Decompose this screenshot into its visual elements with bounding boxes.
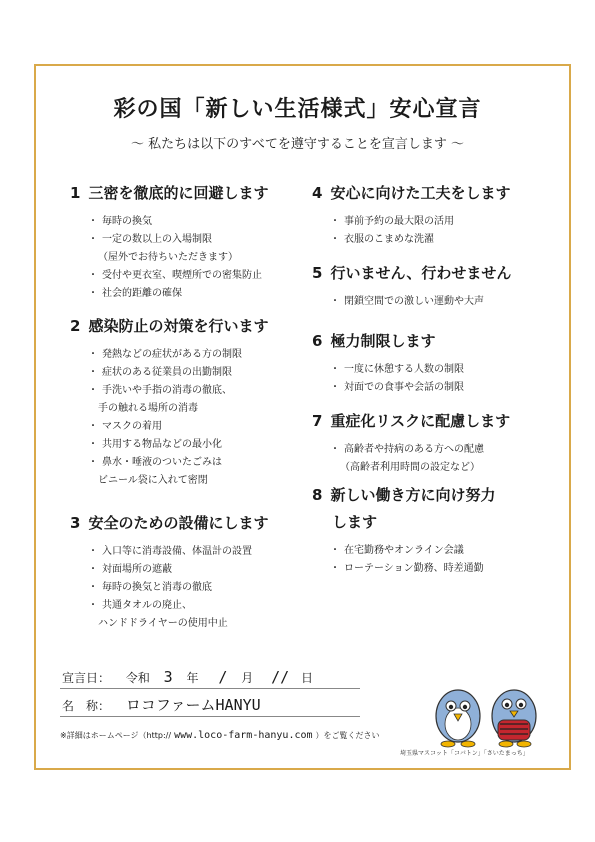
- section-title: [312, 182, 510, 203]
- section-number: 5: [312, 264, 323, 282]
- section-number: 3: [70, 514, 81, 532]
- bullet-icon: ・: [330, 545, 340, 556]
- section-items: [88, 213, 268, 303]
- item-text: 鼻水・唾液のついたごみは: [102, 457, 222, 468]
- list-item: [88, 543, 268, 561]
- item-text: 対面場所の遮蔽: [102, 564, 172, 575]
- section-8: [312, 484, 495, 578]
- section-title-text: 安全のための設備にします: [88, 514, 269, 532]
- list-item: [330, 542, 495, 560]
- section-title: [70, 315, 268, 336]
- section-4: [312, 182, 510, 249]
- item-text: 毎時の換気と消毒の徹底: [102, 582, 212, 593]
- item-text: 毎時の換気: [102, 216, 152, 227]
- section-title: [312, 330, 464, 351]
- footnote-prefix: ※詳細はホームページ（: [60, 731, 147, 740]
- section-items: [330, 542, 495, 578]
- section-number: 6: [312, 332, 323, 350]
- footnote-suffix: ）をご覧ください: [315, 731, 380, 740]
- section-items: [330, 361, 464, 397]
- year-value: 3: [163, 668, 173, 686]
- item-text-continued: （高齢者利用時間の設定など）: [340, 462, 480, 473]
- date-label: 宣言日：: [62, 671, 111, 685]
- bullet-icon: ・: [88, 349, 98, 360]
- item-text: 一度に休憩する人数の制限: [344, 364, 464, 375]
- bullet-icon: ・: [88, 216, 98, 227]
- section-3: [70, 512, 268, 633]
- section-items: [88, 543, 268, 633]
- month-value: /: [218, 668, 228, 686]
- item-text: 受付や更衣室、喫煙所での密集防止: [102, 270, 262, 281]
- bullet-icon: ・: [88, 421, 98, 432]
- item-text: 一定の数以上の入場制限: [102, 234, 212, 245]
- section-number: 1: [70, 184, 81, 202]
- bullet-icon: ・: [330, 563, 340, 574]
- list-item: [88, 561, 268, 579]
- bullet-icon: ・: [88, 439, 98, 450]
- bullet-icon: ・: [88, 582, 98, 593]
- section-title: [312, 484, 495, 505]
- month-unit: 月: [241, 671, 254, 685]
- section-items: [330, 213, 510, 249]
- item-text: 閉鎖空間での激しい運動や大声: [344, 296, 484, 307]
- section-number: 4: [312, 184, 323, 202]
- section-2: [70, 315, 268, 490]
- section-title-text: 感染防止の対策を行います: [88, 317, 269, 335]
- page-subtitle: ～ 私たちは以下のすべてを遵守することを宣言します ～: [130, 137, 464, 152]
- section-title-text: 三密を徹底的に回避します: [88, 184, 269, 202]
- bullet-icon: ・: [88, 385, 98, 396]
- list-item: [88, 364, 268, 382]
- saitamacchi-icon: [492, 690, 536, 747]
- section-items: [88, 346, 268, 490]
- day-unit: 日: [300, 671, 313, 685]
- item-text-continued: ハンドドライヤーの使用中止: [98, 618, 228, 629]
- item-text: 共通タオルの廃止、: [102, 600, 192, 611]
- item-text-continued: （屋外でお待ちいただきます）: [98, 252, 238, 263]
- list-item: [88, 285, 268, 303]
- list-item: [88, 418, 268, 436]
- list-item: [330, 560, 495, 578]
- section-title-text: 極力制限します: [330, 332, 436, 350]
- section-7: [312, 410, 510, 477]
- year-unit: 年: [186, 671, 199, 685]
- list-item: [88, 579, 268, 597]
- declaration-name-row: [62, 694, 261, 715]
- section-title: [70, 512, 268, 533]
- facility-name: ロコファームHANYU: [125, 696, 261, 714]
- bullet-icon: ・: [88, 270, 98, 281]
- bullet-icon: ・: [330, 296, 340, 307]
- list-item: [88, 382, 268, 418]
- declaration-date-row: [62, 668, 313, 686]
- section-5: [312, 262, 511, 311]
- section-title: [312, 262, 511, 283]
- item-text: 在宅勤務やオンライン会議: [344, 545, 464, 556]
- section-6: [312, 330, 464, 397]
- section-items: [330, 293, 511, 311]
- list-item: [330, 213, 510, 231]
- section-title-text: 安心に向けた工夫をします: [330, 184, 511, 202]
- section-number: 8: [312, 486, 323, 504]
- era: 令和: [125, 671, 150, 685]
- item-text: 対面での食事や会話の制限: [344, 382, 464, 393]
- bullet-icon: ・: [88, 234, 98, 245]
- mascot-illustration: [428, 672, 548, 748]
- mascot-caption: 埼玉県マスコット「コバトン」「さいたまっち」: [400, 750, 529, 757]
- list-item: [88, 231, 268, 267]
- list-item: [330, 441, 510, 477]
- list-item: [330, 231, 510, 249]
- bullet-icon: ・: [330, 364, 340, 375]
- bullet-icon: ・: [330, 382, 340, 393]
- footnote: [60, 730, 380, 741]
- bullet-icon: ・: [88, 564, 98, 575]
- item-text: 事前予約の最大限の活用: [344, 216, 454, 227]
- section-title: [312, 410, 510, 431]
- list-item: [330, 293, 511, 311]
- section-title-text: 重症化リスクに配慮します: [330, 412, 511, 430]
- section-items: [330, 441, 510, 477]
- item-text: 症状のある従業員の出勤制限: [102, 367, 232, 378]
- name-underline: [60, 716, 360, 717]
- list-item: [88, 597, 268, 633]
- item-text: 共用する物品などの最小化: [102, 439, 222, 450]
- item-text: 社会的距離の確保: [102, 288, 182, 299]
- section-title-text: 新しい働き方に向け努力: [330, 486, 496, 504]
- section-number: 7: [312, 412, 323, 430]
- section-title: [70, 182, 268, 203]
- list-item: [88, 267, 268, 285]
- item-text: 高齢者や持病のある方への配慮: [344, 444, 484, 455]
- bullet-icon: ・: [330, 216, 340, 227]
- kobaton-icon: [436, 690, 480, 747]
- bullet-icon: ・: [330, 234, 340, 245]
- list-item: [330, 379, 464, 397]
- item-text: マスクの着用: [102, 421, 162, 432]
- section-title-continued: します: [332, 513, 378, 531]
- bullet-icon: ・: [88, 288, 98, 299]
- item-text: 入口等に消毒設備、体温計の設置: [102, 546, 252, 557]
- section-number: 2: [70, 317, 81, 335]
- list-item: [88, 346, 268, 364]
- item-text-continued: 手の触れる場所の消毒: [98, 403, 198, 414]
- list-item: [88, 436, 268, 454]
- footnote-url-prefix: http://: [146, 731, 172, 740]
- item-text: 手洗いや手指の消毒の徹底、: [102, 385, 232, 396]
- section-title-text: 行いません、行わせません: [330, 264, 512, 282]
- bullet-icon: ・: [88, 457, 98, 468]
- bullet-icon: ・: [88, 600, 98, 611]
- date-underline: [60, 688, 360, 689]
- page-title: 彩の国「新しい生活様式」安心宣言: [113, 97, 482, 122]
- section-1: [70, 182, 268, 303]
- item-text: ローテーション勤務、時差通勤: [344, 563, 484, 574]
- day-value: //: [271, 668, 290, 686]
- homepage-link[interactable]: www.loco-farm-hanyu.com: [174, 730, 313, 741]
- item-text: 衣服のこまめな洗濯: [344, 234, 434, 245]
- bullet-icon: ・: [88, 367, 98, 378]
- bullet-icon: ・: [330, 444, 340, 455]
- item-text: 発熱などの症状がある方の制限: [102, 349, 242, 360]
- list-item: [88, 454, 268, 490]
- name-label: 名 称：: [62, 699, 111, 713]
- list-item: [330, 361, 464, 379]
- list-item: [88, 213, 268, 231]
- bullet-icon: ・: [88, 546, 98, 557]
- item-text-continued: ビニール袋に入れて密閉: [98, 475, 208, 486]
